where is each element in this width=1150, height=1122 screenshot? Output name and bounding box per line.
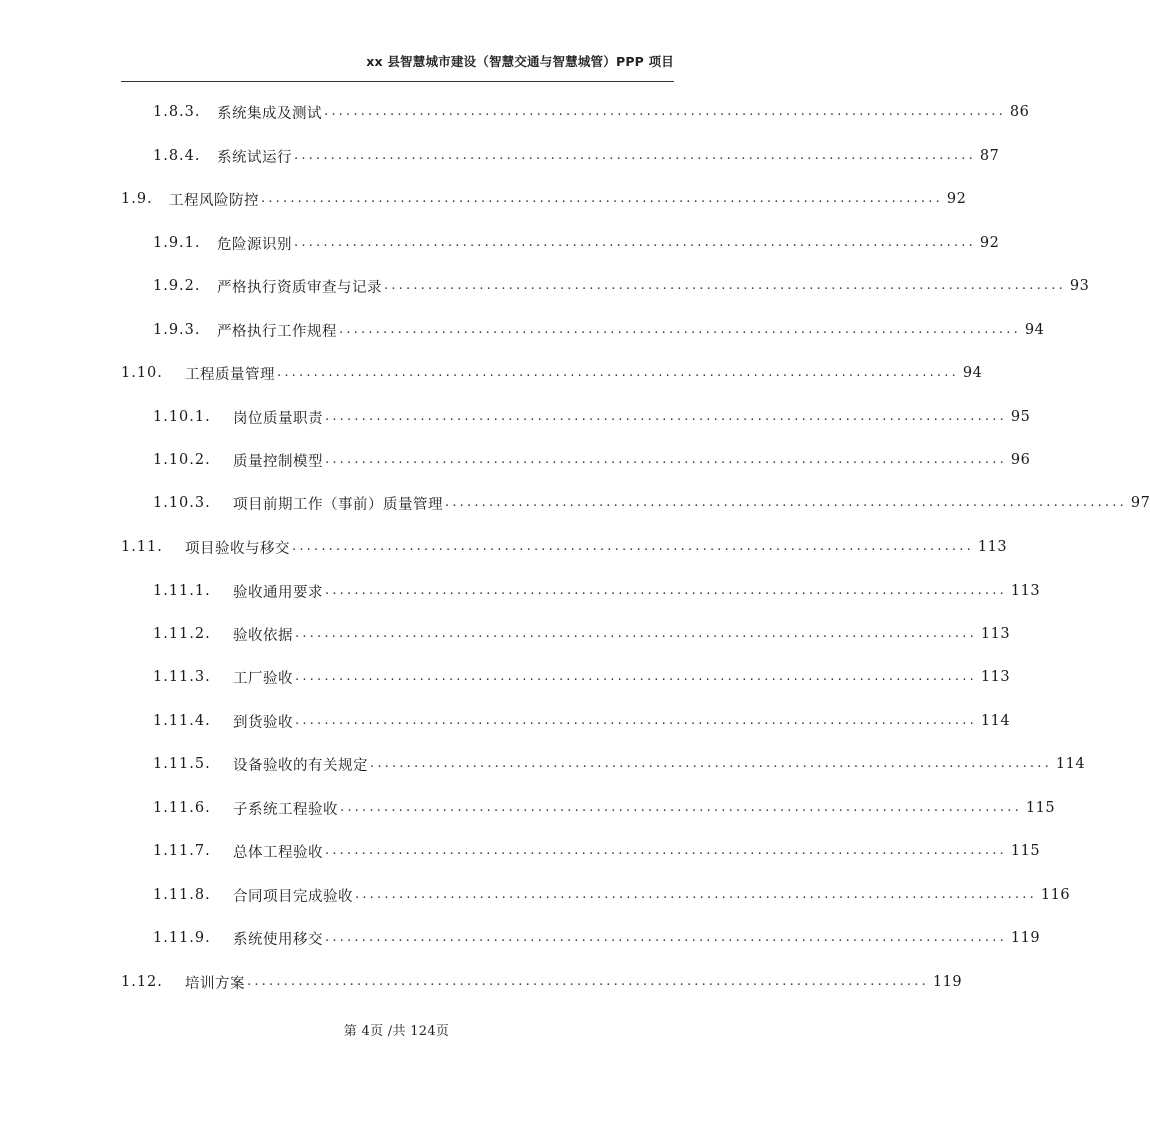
toc-entry-title: 到货验收: [233, 714, 293, 731]
toc-entry-page: 94: [1024, 322, 1045, 338]
toc-dot-leader: .............................................................................................: [295, 712, 977, 728]
toc-dot-leader: .............................................................................................: [277, 364, 959, 380]
toc-entry-page: 115: [1025, 800, 1056, 816]
toc-entry-number: 1.11.5.: [153, 756, 211, 772]
toc-entry-title: 子系统工程验收: [233, 801, 338, 818]
toc-entry[interactable]: [153, 580, 1041, 602]
toc-dot-leader: .............................................................................................: [445, 494, 1127, 510]
toc-dot-leader: .............................................................................................: [339, 321, 1021, 337]
toc-entry-number: 1.9.: [121, 191, 153, 207]
toc-entry[interactable]: [121, 362, 983, 384]
toc-entry-title: 严格执行资质审查与记录: [217, 279, 382, 296]
toc-dot-leader: .............................................................................................: [325, 408, 1007, 424]
toc-entry-title: 合同项目完成验收: [233, 888, 353, 905]
toc-entry-page: 114: [1055, 756, 1086, 772]
toc-entry-number: 1.11.8.: [153, 887, 211, 903]
toc-entry-number: 1.9.2.: [153, 278, 201, 294]
toc-entry-number: 1.11.3.: [153, 669, 211, 685]
toc-entry[interactable]: [121, 536, 1008, 558]
toc-entry-title: 工厂验收: [233, 670, 293, 687]
toc-entry-page: 116: [1040, 887, 1071, 903]
toc-entry-title: 总体工程验收: [233, 844, 323, 861]
toc-entry-number: 1.10.3.: [153, 495, 211, 511]
toc-entry-page: 92: [979, 235, 1000, 251]
toc-dot-leader: .............................................................................................: [247, 973, 929, 989]
toc-entry[interactable]: [153, 492, 1150, 514]
toc-dot-leader: .............................................................................................: [325, 842, 1007, 858]
toc-entry-number: 1.11.9.: [153, 930, 211, 946]
toc-entry-title: 工程质量管理: [185, 366, 275, 383]
toc-dot-leader: .............................................................................................: [340, 799, 1022, 815]
toc-entry-page: 114: [980, 713, 1011, 729]
toc-dot-leader: .............................................................................................: [261, 190, 943, 206]
toc-dot-leader: .............................................................................................: [384, 277, 1066, 293]
toc-entry-title: 设备验收的有关规定: [233, 757, 368, 774]
toc-entry-title: 系统使用移交: [233, 931, 323, 948]
toc-entry-page: 113: [977, 539, 1008, 555]
toc-dot-leader: .............................................................................................: [294, 147, 976, 163]
toc-entry[interactable]: [153, 927, 1041, 949]
page-number-footer: 第 4页 /共 124页: [343, 1024, 450, 1039]
toc-entry-number: 1.11.: [121, 539, 163, 555]
toc-entry[interactable]: [153, 666, 1011, 688]
toc-entry-number: 1.11.1.: [153, 583, 211, 599]
toc-dot-leader: .............................................................................................: [355, 886, 1037, 902]
toc-entry-page: 113: [1010, 583, 1041, 599]
toc-entry-number: 1.11.4.: [153, 713, 211, 729]
toc-entry-title: 质量控制模型: [233, 453, 323, 470]
toc-entry[interactable]: [153, 797, 1056, 819]
toc-entry[interactable]: [153, 710, 1011, 732]
toc-entry[interactable]: [153, 623, 1011, 645]
toc-entry-page: 115: [1010, 843, 1041, 859]
toc-dot-leader: .............................................................................................: [325, 582, 1007, 598]
header-divider: [121, 81, 674, 82]
toc-entry-number: 1.10.2.: [153, 452, 211, 468]
toc-entry-page: 95: [1010, 409, 1031, 425]
running-header: xx 县智慧城市建设（智慧交通与智慧城管）PPP 项目: [366, 54, 674, 69]
toc-entry-number: 1.9.3.: [153, 322, 201, 338]
toc-entry-number: 1.9.1.: [153, 235, 201, 251]
toc-entry-title: 岗位质量职责: [233, 410, 323, 427]
toc-entry-number: 1.11.6.: [153, 800, 211, 816]
toc-entry-title: 验收通用要求: [233, 584, 323, 601]
toc-dot-leader: .............................................................................................: [292, 538, 974, 554]
toc-entry-number: 1.8.4.: [153, 148, 201, 164]
toc-entry-page: 113: [980, 669, 1011, 685]
toc-dot-leader: .............................................................................................: [325, 451, 1007, 467]
toc-entry[interactable]: [121, 188, 967, 210]
toc-entry[interactable]: [153, 840, 1041, 862]
toc-entry-title: 工程风险防控: [169, 192, 259, 209]
toc-entry[interactable]: [153, 884, 1071, 906]
toc-entry[interactable]: [121, 971, 963, 993]
toc-entry[interactable]: [153, 101, 1030, 123]
toc-entry-number: 1.11.2.: [153, 626, 211, 642]
toc-entry-page: 119: [932, 974, 963, 990]
toc-entry-title: 危险源识别: [217, 236, 292, 253]
toc-dot-leader: .............................................................................................: [295, 625, 977, 641]
toc-entry-page: 92: [946, 191, 967, 207]
toc-entry[interactable]: [153, 232, 1000, 254]
toc-entry[interactable]: [153, 275, 1090, 297]
toc-entry-title: 系统集成及测试: [217, 105, 322, 122]
toc-dot-leader: .............................................................................................: [295, 668, 977, 684]
toc-entry-page: 96: [1010, 452, 1031, 468]
toc-dot-leader: .............................................................................................: [294, 234, 976, 250]
toc-entry-page: 97: [1130, 495, 1150, 511]
toc-entry-page: 119: [1010, 930, 1041, 946]
toc-entry-title: 系统试运行: [217, 149, 292, 166]
toc-dot-leader: .............................................................................................: [370, 755, 1052, 771]
toc-dot-leader: .............................................................................................: [324, 103, 1006, 119]
toc-entry-page: 87: [979, 148, 1000, 164]
toc-entry[interactable]: [153, 145, 1000, 167]
toc-entry-number: 1.11.7.: [153, 843, 211, 859]
toc-entry-title: 项目前期工作（事前）质量管理: [233, 496, 443, 513]
toc-entry-title: 严格执行工作规程: [217, 323, 337, 340]
toc-entry-page: 93: [1069, 278, 1090, 294]
toc-entry[interactable]: [153, 406, 1031, 428]
toc-entry-page: 94: [962, 365, 983, 381]
toc-entry[interactable]: [153, 449, 1031, 471]
toc-entry-title: 项目验收与移交: [185, 540, 290, 557]
toc-entry-title: 培训方案: [185, 975, 245, 992]
toc-entry-title: 验收依据: [233, 627, 293, 644]
toc-dot-leader: .............................................................................................: [325, 929, 1007, 945]
toc-entry-number: 1.10.: [121, 365, 163, 381]
toc-entry-number: 1.8.3.: [153, 104, 201, 120]
toc-entry-page: 86: [1009, 104, 1030, 120]
toc-entry[interactable]: [153, 753, 1086, 775]
toc-entry-number: 1.10.1.: [153, 409, 211, 425]
toc-entry-number: 1.12.: [121, 974, 163, 990]
toc-entry-page: 113: [980, 626, 1011, 642]
toc-entry[interactable]: [153, 319, 1045, 341]
